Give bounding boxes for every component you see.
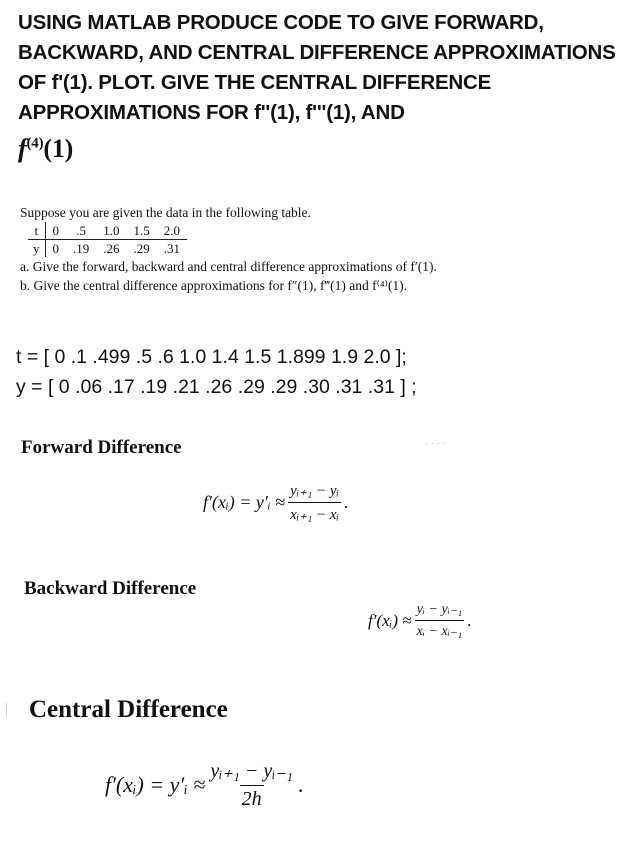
data-table: [28, 222, 187, 257]
table-cell: 1.0: [96, 222, 126, 240]
forward-formula: [203, 481, 348, 524]
problem-statement: [20, 203, 620, 295]
central-formula: [105, 758, 303, 811]
backward-fraction: [415, 601, 465, 640]
table-row-t: [28, 222, 187, 240]
table-cell: 0: [45, 222, 66, 240]
table-cell: .5: [66, 222, 96, 240]
matlab-t-line: t = [ 0 .1 .499 .5 .6 1.0 1.4 1.5 1.899 1.9 2.0 ];: [16, 346, 407, 368]
central-lhs: f′(xᵢ) = y′ᵢ ≈: [105, 771, 206, 797]
f4-arg: (1): [43, 133, 74, 163]
table-cell: .26: [103, 241, 120, 256]
table-cell: .31: [163, 241, 180, 256]
title-text: USING MATLAB PRODUCE CODE TO GIVE FORWARD, BACKWARD, AND CENTRAL DIFFERENCE APPROXIMATIONS OF f'(1). PLOT. GIVE THE CENTRAL DIFFERENCE APPROXIMATIONS FOR f''(1), f'''(1), AND: [18, 11, 616, 124]
f4-notation: [18, 134, 73, 163]
table-cell: t: [28, 222, 45, 240]
backward-denominator: xᵢ − xᵢ₋₁: [415, 620, 465, 640]
f4-sup: (4): [26, 135, 44, 151]
central-fraction: [208, 758, 295, 811]
table-cell: 0: [52, 241, 59, 256]
table-cell: .19: [73, 241, 90, 256]
central-denominator: 2h: [240, 785, 264, 811]
ellipsis-decoration: ....: [425, 433, 449, 447]
table-cell: .29: [133, 241, 150, 256]
matlab-y-line: y = [ 0 .06 .17 .19 .21 .26 .29 .29 .30 .31 .31 ] ;: [16, 376, 417, 398]
table-cell: y: [28, 240, 45, 258]
forward-heading: Forward Difference: [21, 437, 182, 458]
question-title: [18, 8, 618, 166]
central-heading: Central Difference: [29, 696, 228, 723]
problem-intro: Suppose you are given the data in the following table.: [20, 205, 311, 220]
forward-numerator: yᵢ₊₁ − yᵢ: [290, 483, 339, 499]
table-cell: 1.5: [127, 222, 157, 240]
forward-period: .: [343, 492, 349, 512]
backward-period: .: [467, 610, 472, 630]
backward-formula: [368, 601, 471, 640]
text-cursor-marker: [6, 703, 11, 717]
part-a: a. Give the forward, backward and central difference approximations of f′(1).: [20, 259, 437, 274]
matlab-data: [16, 342, 417, 402]
backward-heading: Backward Difference: [24, 578, 197, 599]
backward-numerator: yᵢ − yᵢ₋₁: [416, 602, 463, 617]
table-row-y: [28, 240, 187, 258]
forward-lhs: f′(xᵢ) = y′ᵢ ≈: [203, 492, 286, 512]
central-period: .: [297, 771, 304, 797]
forward-fraction: [288, 481, 341, 524]
central-numerator: yᵢ₊₁ − yᵢ₋₁: [210, 760, 293, 782]
backward-lhs: f′(xᵢ) ≈: [368, 610, 412, 630]
f4-f: f: [18, 133, 27, 163]
part-b: b. Give the central difference approximations for f″(1), f‴(1) and f⁽⁴⁾(1).: [20, 278, 408, 293]
table-cell: 2.0: [157, 222, 187, 240]
forward-denominator: xᵢ₊₁ − xᵢ: [288, 502, 341, 524]
